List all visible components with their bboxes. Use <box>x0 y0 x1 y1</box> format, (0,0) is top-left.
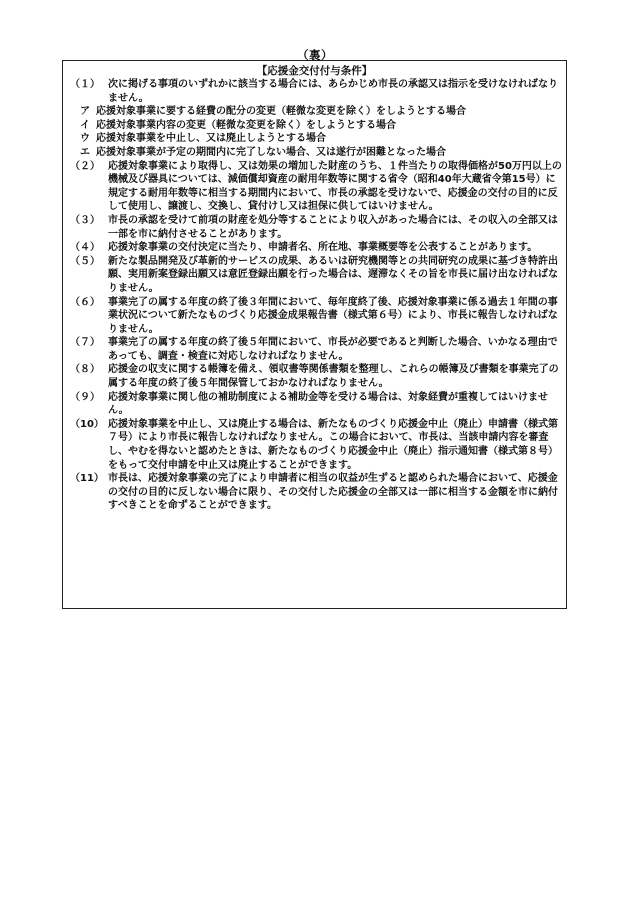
condition-number: （10） <box>70 418 104 430</box>
condition-text: 事業完了の属する年度の終了後３年間において、毎年度終了後、応援対象事業に係る過去１年間の事業状況について新たなものづくり応援金成果報告書（様式第６号）により、市長に報告しなければなりません。 <box>108 296 558 335</box>
condition-item <box>70 472 562 513</box>
condition-item <box>70 336 562 363</box>
condition-text: 新たな製品開発及び革新的サービスの成果、あるいは研究機関等との共同研究の成果に基づき特許出願、実用新案登録出願又は意匠登録出願を行った場合は、遅滞なくその旨を市長に届け出なければなりません。 <box>108 255 558 294</box>
condition-number: （４） <box>70 242 100 254</box>
condition-text: 市長は、応援対象事業の完了により申請者に相当の収益が生ずると認められた場合において、応援金の交付の目的に反しない場合に限り、その交付した応援金の全部又は一部に相当する金額を市に納付すべきことを命ずることができます。 <box>108 473 558 512</box>
condition-sub-item <box>70 132 562 146</box>
condition-item <box>70 418 562 472</box>
page-side-label: （裏） <box>297 48 333 62</box>
sub-item-marker: エ <box>80 146 90 158</box>
condition-text: 応援対象事業に関し他の補助制度による補助金等を受ける場合は、対象経費が重複してはいけません。 <box>108 391 548 417</box>
condition-number: （11） <box>70 473 104 485</box>
condition-item <box>70 214 562 241</box>
condition-number: （７） <box>70 337 100 349</box>
condition-text: 応援対象事業の交付決定に当たり、申請者名、所在地、事業概要等を公表することがあります。 <box>108 242 538 254</box>
condition-number: （６） <box>70 296 100 308</box>
condition-item <box>70 391 562 418</box>
sub-item-text: 応援対象事業が予定の期間内に完了しない場合、又は遂行が困難となった場合 <box>96 146 446 158</box>
condition-sub-item <box>70 146 562 160</box>
condition-sub-item <box>70 105 562 119</box>
condition-text: 応援対象事業を中止し、又は廃止する場合は、新たなものづくり応援金中止（廃止）申請書（様式第７号）により市長に報告しなければなりません。この場合において、市長は、当該申請内容を審査し、やむを得ないと認めたときは、新たなものづくり応援金中止（廃止）指示通知書（様式第８号）をもって交付申請を中止又は廃止することができます。 <box>108 418 558 471</box>
condition-item <box>70 296 562 337</box>
condition-number: （８） <box>70 364 100 376</box>
conditions-title: 【応援金交付付与条件】 <box>256 65 373 77</box>
condition-text: 次に掲げる事項のいずれかに該当する場合には、あらかじめ市長の承認又は指示を受けなければなりません。 <box>108 79 558 104</box>
condition-text: 市長の承認を受けて前項の財産を処分等することにより収入があった場合には、その収入の全部又は一部を市に納付させることがあります。 <box>108 214 558 240</box>
condition-number: （９） <box>70 391 100 403</box>
condition-number: （１） <box>70 79 100 90</box>
condition-item <box>70 255 562 296</box>
sub-item-marker: ウ <box>80 133 90 145</box>
condition-text: 応援金の収支に関する帳簿を備え、領収書等関係書類を整理し、これらの帳簿及び書類を事業完了の属する年度の終了後５年間保管しておかなければなりません。 <box>108 364 559 390</box>
sub-item-text: 応援対象事業を中止し、又は廃止しようとする場合 <box>96 133 326 145</box>
condition-item <box>70 241 562 255</box>
condition-item <box>70 363 562 390</box>
sub-item-marker: ア <box>80 106 90 118</box>
condition-number: （５） <box>70 255 100 267</box>
condition-item <box>70 78 562 105</box>
condition-number: （３） <box>70 214 100 226</box>
sub-item-marker: イ <box>80 119 90 131</box>
condition-sub-item <box>70 119 562 133</box>
condition-text: 事業完了の属する年度の終了後５年間において、市長が必要であると判断した場合、いかなる理由であっても、調査・検査に対応しなければなりません。 <box>108 337 558 362</box>
conditions-body <box>70 78 562 513</box>
condition-text: 応援対象事業により取得し、又は効果の増加した財産のうち、１件当たりの取得価格が50万円以上の機械及び器具については、減価償却資産の耐用年数等に関する省令（昭和40年大蔵省令第15号）に規定する耐用年数等に相当する期間内において、市長の承認を受けないで、応援金の交付の目的に反して使用し、譲渡し、交換し、貸付けし又は担保に供してはいけません。 <box>108 160 562 213</box>
sub-item-text: 応援対象事業に要する経費の配分の変更（軽微な変更を除く）をしようとする場合 <box>96 106 466 118</box>
condition-number: （２） <box>70 160 100 172</box>
condition-item <box>70 160 562 214</box>
sub-item-text: 応援対象事業内容の変更（軽微な変更を除く）をしようとする場合 <box>96 119 396 131</box>
